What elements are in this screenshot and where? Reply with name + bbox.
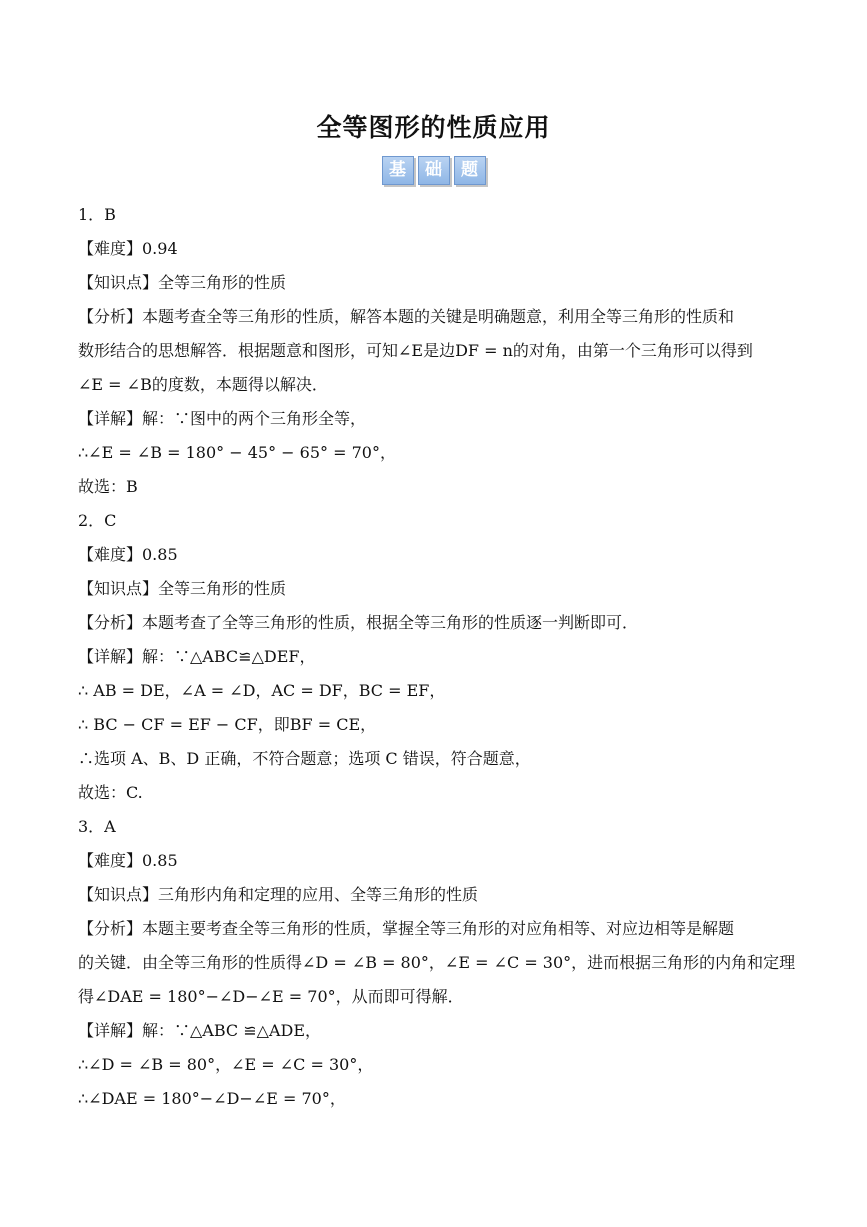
solution-line: ∴ BC − CF = EF − CF，即BF = CE， — [78, 715, 377, 734]
badge-char: 题 — [454, 156, 486, 185]
difficulty-line: 【难度】0.85 — [78, 851, 178, 870]
answer-content — [78, 198, 798, 1116]
difficulty-line: 【难度】0.85 — [78, 545, 178, 564]
analysis-line: 【分析】本题考查全等三角形的性质，解答本题的关键是明确题意，利用全等三角形的性质和 — [78, 307, 735, 326]
choice-line: 故选：C. — [78, 783, 143, 802]
knowledge-point-line: 【知识点】全等三角形的性质 — [78, 273, 287, 292]
page-title: 全等图形的性质应用 — [316, 113, 551, 142]
analysis-line: 【分析】本题主要考查全等三角形的性质，掌握全等三角形的对应角相等、对应边相等是解题 — [78, 919, 735, 938]
solution-line: 【详解】解：∵△ABC≌△DEF， — [78, 647, 316, 666]
solution-line: 【详解】解：∵图中的两个三角形全等， — [78, 409, 367, 428]
analysis-line: 【分析】本题考查了全等三角形的性质，根据全等三角形的性质逐一判断即可． — [78, 613, 639, 632]
solution-line: ∴∠D = ∠B = 80°，∠E = ∠C = 30°， — [78, 1055, 374, 1074]
answer-number: 2．C — [78, 511, 117, 530]
knowledge-point-line: 【知识点】三角形内角和定理的应用、全等三角形的性质 — [78, 885, 479, 904]
solution-line: ∴∠E = ∠B = 180° − 45° − 65° = 70°， — [78, 443, 396, 462]
analysis-line: 得∠DAE = 180°−∠D−∠E = 70°，从而即可得解． — [78, 987, 464, 1006]
solution-line: 【详解】解：∵△ABC ≌△ADE， — [78, 1021, 322, 1040]
solution-line: ∴∠DAE = 180°−∠D−∠E = 70°， — [78, 1089, 346, 1108]
difficulty-line: 【难度】0.94 — [78, 239, 178, 258]
analysis-line: ∠E = ∠B的度数，本题得以解决． — [78, 375, 328, 394]
solution-line: ∴选项 A、B、D 正确，不符合题意；选项 C 错误，符合题意， — [78, 749, 531, 768]
difficulty-badge — [0, 156, 867, 185]
badge-char: 础 — [418, 156, 450, 185]
solution-line: ∴ AB = DE，∠A = ∠D，AC = DF，BC = EF， — [78, 681, 446, 700]
analysis-line: 数形结合的思想解答．根据题意和图形，可知∠E是边DF = n的对角，由第一个三角形可以得到 — [78, 341, 753, 360]
choice-line: 故选：B — [78, 477, 138, 496]
answer-number: 3．A — [78, 817, 116, 836]
knowledge-point-line: 【知识点】全等三角形的性质 — [78, 579, 287, 598]
badge-char: 基 — [382, 156, 414, 185]
analysis-line: 的关键．由全等三角形的性质得∠D = ∠B = 80°，∠E = ∠C = 30°，进而根据三角形的内角和定理 — [78, 953, 796, 972]
answer-number: 1．B — [78, 205, 116, 224]
